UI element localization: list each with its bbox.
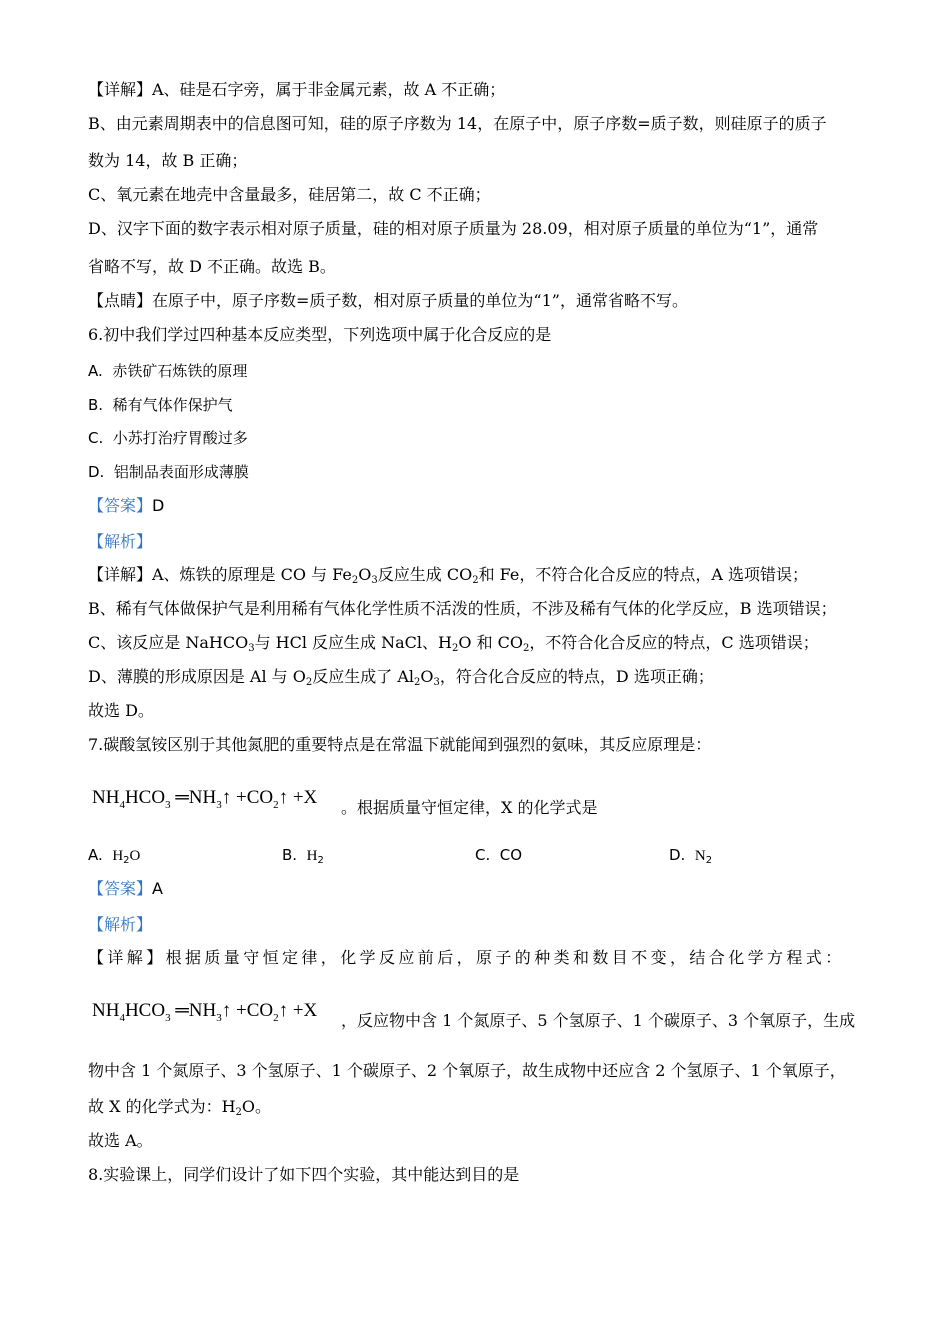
q7-stem: 7.碳酸氢铵区别于其他氮肥的重要特点是在常温下就能闻到强烈的氨味，其反应原理是： xyxy=(88,735,712,754)
q7-detail-line-2: ，反应物中含 1 个氮原子、5 个氢原子、1 个碳原子、3 个氧原子，生成 xyxy=(341,1011,856,1030)
q6-option-c: C. 小苏打治疗胃酸过多 xyxy=(88,429,248,447)
q6-analysis-label: 【解析】 xyxy=(88,532,153,551)
q7-option-c: C. CO xyxy=(475,846,523,864)
q7-option-b: B. $H_2$ xyxy=(282,846,324,866)
q7-analysis-label: 【解析】 xyxy=(88,915,153,934)
q5-detail-line-5: D、汉字下面的数字表示相对原子质量，硅的相对原子质量为 28.09，相对原子质量的单位为“1”，通常 xyxy=(88,219,819,238)
q6-answer: 【答案】D xyxy=(88,496,165,515)
q5-detail-line-3: 数为 14，故 B 正确； xyxy=(88,151,248,170)
q5-detail-line-2: B、由元素周期表中的信息图可知，硅的原子序数为 14，在原子中，原子序数=质子数，则硅原子的质子 xyxy=(88,114,827,133)
q7-detail-equation: $NH_4HCO_3$ $═NH_3↑$ $+CO_2↑ +X$ xyxy=(92,1000,318,1024)
q7-equation: $NH_4HCO_3$ $═NH_3↑$ $+CO_2↑ +X$ xyxy=(92,787,318,811)
q5-detail-line-6: 省略不写，故 D 不正确。故选 B。 xyxy=(88,257,336,276)
q6-detail-d: D、薄膜的形成原因是 Al 与 $O_2$反应生成了 $Al_2O_3$，符合化合反应的特点，D 选项正确； xyxy=(88,667,714,688)
q7-option-a: A. $H_2O$ xyxy=(88,846,141,866)
q7-detail-line-3: 物中含 1 个氮原子、3 个氢原子、1 个碳原子、2 个氧原子，故生成物中还应含 2 个氢原子、1 个氧原子， xyxy=(88,1061,846,1080)
q5-detail-line-4: C、氧元素在地壳中含量最多，硅居第二，故 C 不正确； xyxy=(88,185,491,204)
q5-detail-line-1: 【详解】A、硅是石字旁，属于非金属元素，故 A 不正确； xyxy=(88,80,506,99)
q7-detail-line-1: 【详解】根据质量守恒定律，化学反应前后，原子的种类和数目不变，结合化学方程式： xyxy=(88,948,845,967)
q7-detail-line-4: 故 X 的化学式为：$H_2O$。 xyxy=(88,1097,272,1118)
q7-stem-tail: 。根据质量守恒定律，X 的化学式是 xyxy=(341,798,598,817)
q7-conclusion: 故选 A。 xyxy=(88,1131,153,1150)
q6-detail-a: 【详解】A、炼铁的原理是 CO 与 $Fe_2O_3$反应生成 $CO_2$和 Fe，不符合化合反应的特点，A 选项错误； xyxy=(88,565,809,586)
q6-option-a: A. 赤铁矿石炼铁的原理 xyxy=(88,362,248,380)
q6-option-d: D. 铝制品表面形成薄膜 xyxy=(88,463,249,481)
q6-detail-c: C、该反应是 NaHCO$_3$与 HCl 反应生成 NaCl、$H_2O$ 和 $CO_2$，不符合化合反应的特点，C 选项错误； xyxy=(88,633,819,654)
q8-stem: 8.实验课上，同学们设计了如下四个实验，其中能达到目的是 xyxy=(88,1165,520,1184)
q6-detail-b: B、稀有气体做保护气是利用稀有气体化学性质不活泼的性质，不涉及稀有气体的化学反应，B 选项错误； xyxy=(88,599,837,618)
q6-stem: 6.初中我们学过四种基本反应类型，下列选项中属于化合反应的是 xyxy=(88,325,552,344)
q5-key-point: 【点睛】在原子中，原子序数=质子数，相对原子质量的单位为“1”，通常省略不写。 xyxy=(88,291,688,310)
q6-conclusion: 故选 D。 xyxy=(88,701,154,720)
q6-option-b: B. 稀有气体作保护气 xyxy=(88,396,233,414)
q7-answer: 【答案】A xyxy=(88,879,163,898)
q7-option-d: D. $N_2$ xyxy=(669,846,713,866)
